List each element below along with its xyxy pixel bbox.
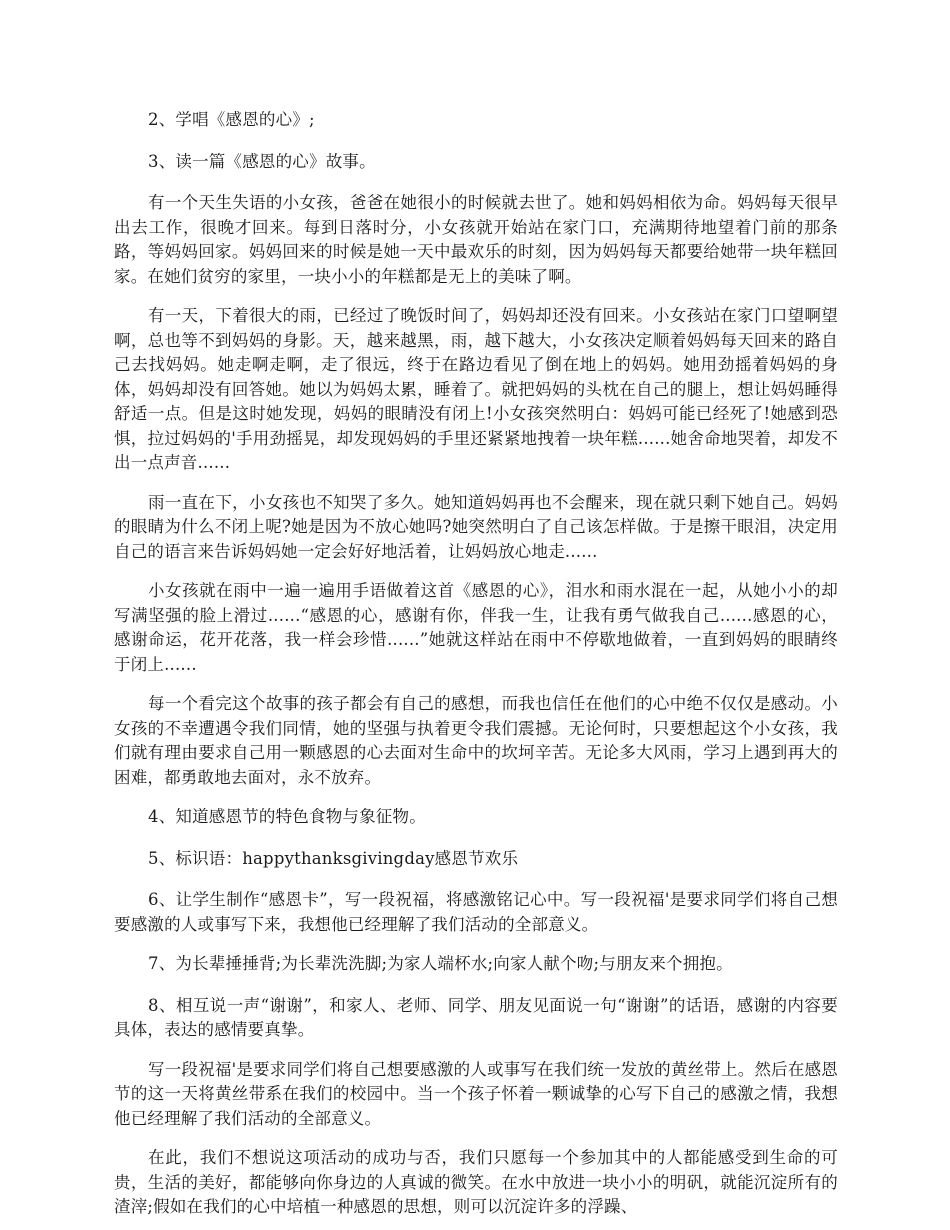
list-item-3: 3、读一篇《感恩的心》故事。 — [148, 151, 376, 171]
list-item-8: 8、相互说一声“谢谢”，和家人、老师、同学、朋友见面说一句“谢谢”的话语，感谢的内容要具体，表达的感情要真挚。 — [114, 995, 838, 1039]
list-item-7: 7、为长辈捶捶背;为长辈洗洗脚;为家人端杯水;向家人献个吻;与朋友来个拥抱。 — [148, 954, 733, 973]
list-item-6: 6、让学生制作“感恩卡”，写一段祝福，将感激铭记心中。写一段祝福'是要求同学们将自己想要感激的人或事写下来，我想他已经理解了我们活动的全部意义。 — [114, 890, 838, 934]
list-item-2: 2、学唱《感恩的心》; — [148, 110, 315, 129]
conclusion-paragraph: 在此，我们不想说这项活动的成功与否，我们只愿每一个参加其中的人都能感受到生命的可贵，生活的美好，都能够向你身边的人真诚的微笑。在水中放进一块小小的明矾，就能沉淀所有的渣滓;假如在我们的心中培植一种感恩的思想，则可以沉淀许多的浮躁、 — [114, 1148, 838, 1216]
list-item-4: 4、知道感恩节的特色食物与象征物。 — [148, 807, 426, 826]
blessing-paragraph: 写一段祝福'是要求同学们将自己想要感激的人或事写在我们统一发放的黄丝带上。然后在感恩节的这一天将黄丝带系在我们的校园中。当一个孩子怀着一颗诚挚的心写下自己的感激之情，我想他已经理解了我们活动的全部意义。 — [114, 1059, 838, 1128]
story-paragraph-5: 每一个看完这个故事的孩子都会有自己的感想，而我也信任在他们的心中绝不仅仅是感动。小女孩的不幸遭遇令我们同情，她的坚强与执着更令我们震撼。无论何时，只要想起这个小女孩，我们就有理由要求自己用一颗感恩的心去面对生命中的坎坷辛苦。无论多大风雨，学习上遇到再大的困难，都勇敢地去面对，永不放弃。 — [114, 694, 838, 787]
story-paragraph-3: 雨一直在下，小女孩也不知哭了多久。她知道妈妈再也不会醒来，现在就只剩下她自己。妈妈的眼睛为什么不闭上呢?她是因为不放心她吗?她突然明白了自己该怎样做。于是擦干眼泪，决定用自己的语言来告诉妈妈她一定会好好地活着，让妈妈放心地走...... — [114, 492, 838, 561]
story-paragraph-2: 有一天，下着很大的雨，已经过了晚饭时间了，妈妈却还没有回来。小女孩站在家门口望啊望啊，总也等不到妈妈的身影。天，越来越黑，雨，越下越大，小女孩决定顺着妈妈每天回来的路自己去找妈妈。她走啊走啊，走了很远，终于在路边看见了倒在地上的妈妈。她用劲摇着妈妈的身体，妈妈却没有回答她。她以为妈妈太累，睡着了。就把妈妈的头枕在自己的腿上，想让妈妈睡得舒适一点。但是这时她发现，妈妈的眼睛没有闭上!小女孩突然明白：妈妈可能已经死了!她感到恐惧，拉过妈妈的'手用劲摇晃，却发现妈妈的手里还紧紧地拽着一块年糕......她舍命地哭着，却发不出一点声音...... — [114, 306, 838, 472]
story-paragraph-4: 小女孩就在雨中一遍一遍用手语做着这首《感恩的心》，泪水和雨水混在一起，从她小小的却写满坚强的脸上滑过......“感恩的心，感谢有你，伴我一生，让我有勇气做我自己......感恩的心，感谢命运，花开花落，我一样会珍惜......”她就这样站在雨中不停歇地做着，一直到妈妈的眼睛终于闭上...... — [114, 581, 838, 674]
list-item-5: 5、标识语：happythanksgivingday感恩节欢乐 — [148, 848, 519, 868]
story-paragraph-1: 有一个天生失语的小女孩，爸爸在她很小的时候就去世了。她和妈妈相依为命。妈妈每天很早出去工作，很晚才回来。每到日落时分，小女孩就开始站在家门口，充满期待地望着门前的那条路，等妈妈回家。妈妈回来的时候是她一天中最欢乐的时刻，因为妈妈每天都要给她带一块年糕回家。在她们贫穷的家里，一块小小的年糕都是无上的美味了啊。 — [114, 193, 838, 286]
